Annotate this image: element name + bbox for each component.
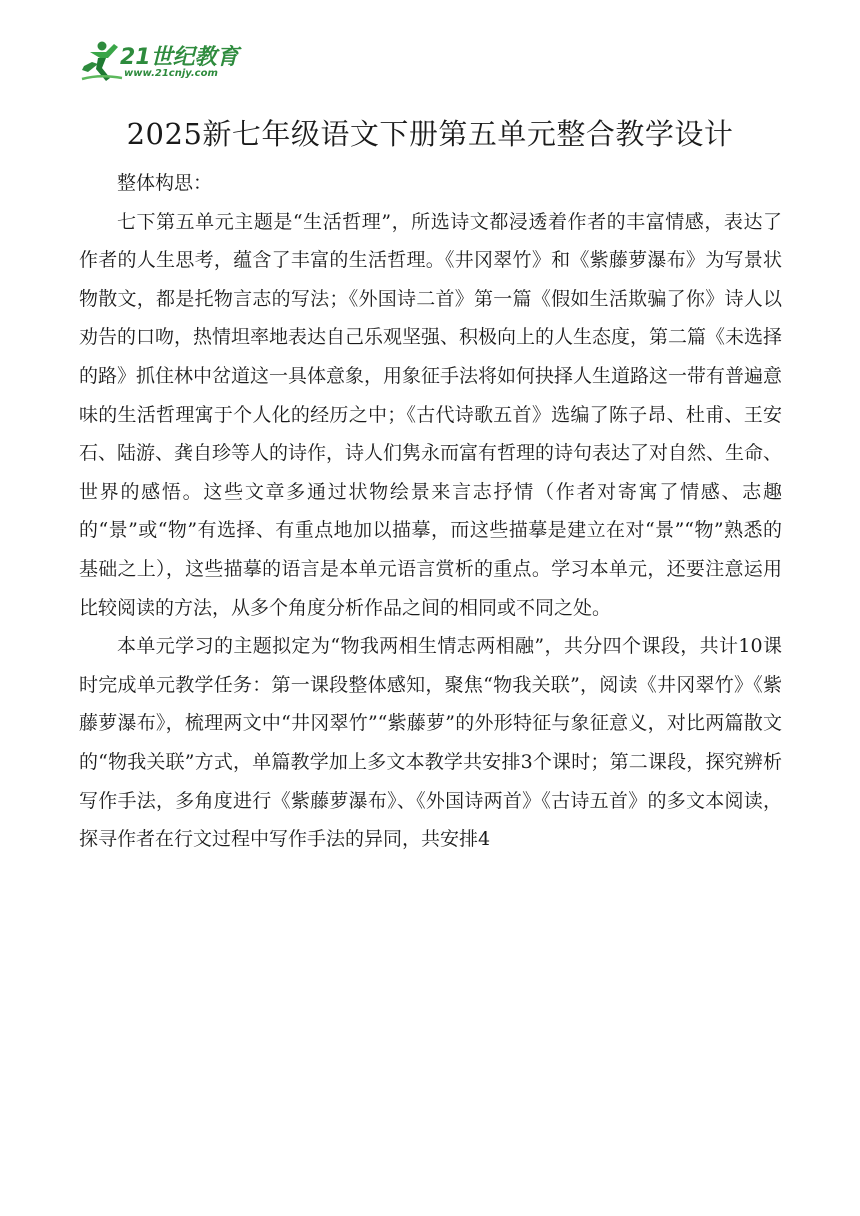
paragraph-1: 七下第五单元主题是“生活哲理”，所选诗文都浸透着作者的丰富情感，表达了作者的人生思考，蕴含了丰富的生活哲理。《井冈翠竹》和《紫藤萝瀑布》为写景状物散文，都是托物言志的写法；《外国诗二首》第一篇《假如生活欺骗了你》诗人以劝告的口吻，热情坦率地表达自己乐观坚强、积极向上的人生态度，第二篇《未选择的路》抓住林中岔道这一具体意象，用象征手法将如何抉择人生道路这一带有普遍意味的生活哲理寓于个人化的经历之中；《古代诗歌五首》选编了陈子昂、杜甫、王安石、陆游、龚自珍等人的诗作，诗人们隽永而富有哲理的诗句表达了对自然、生命、世界的感悟。这些文章多通过状物绘景来言志抒情（作者对寄寓了情感、志趣的“景”或“物”有选择、有重点地加以描摹，而这些描摹是建立在对“景”“物”熟悉的基础之上），这些描摹的语言是本单元语言赏析的重点。学习本单元，还要注意运用比较阅读的方法，从多个角度分析作品之间的相同或不同之处。 — [79, 210, 783, 619]
logo-brand: 21世纪教育 — [120, 45, 239, 70]
runner-logo-icon — [80, 38, 124, 84]
document-title: 2025新七年级语文下册第五单元整合教学设计 — [126, 117, 734, 151]
paragraph-2: 本单元学习的主题拟定为“物我两相生情志两相融”，共分四个课段，共计10课时完成单元教学任务：第一课段整体感知，聚焦“物我关联”，阅读《井冈翠竹》《紫藤萝瀑布》，梳理两文中“井冈翠竹”“紫藤萝”的外形特征与象征意义，对比两篇散文的“物我关联”方式，单篇教学加上多文本教学共安排3个课时；第二课段，探究辨析写作手法，多角度进行《紫藤萝瀑布》、《外国诗两首》《古诗五首》的多文本阅读，探寻作者在行文过程中写作手法的异同，共安排4 — [79, 635, 782, 851]
section-heading: 整体构思： — [117, 172, 213, 194]
logo-url: www.21cnjy.com — [124, 68, 218, 79]
logo — [80, 38, 250, 84]
document-body — [79, 164, 782, 859]
